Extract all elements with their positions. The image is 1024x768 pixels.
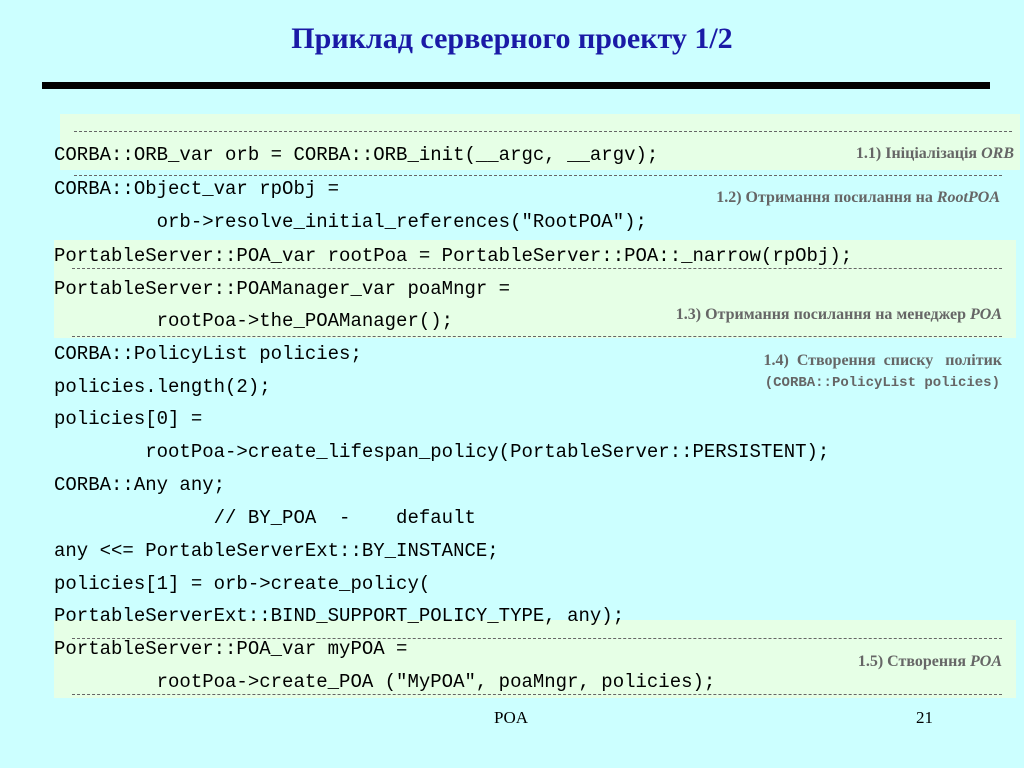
- code-line: CORBA::PolicyList policies;: [54, 343, 362, 365]
- annotation-emphasis: ORB: [981, 145, 1014, 162]
- code-line: any <<= PortableServerExt::BY_INSTANCE;: [54, 540, 499, 562]
- code-line: PortableServer::POA_var rootPoa = PortableServer::POA::_narrow(rpObj);: [54, 245, 853, 267]
- code-line: rootPoa->create_POA ("MyPOA", poaMngr, policies);: [54, 671, 716, 693]
- code-line: CORBA::Any any;: [54, 474, 226, 496]
- annotation-text: 1.1) Ініціалізація: [855, 145, 982, 162]
- annotation-emphasis: POA: [970, 306, 1002, 323]
- separator: [72, 336, 1002, 337]
- annotation-orb-init: [856, 145, 1014, 163]
- separator: [74, 175, 1002, 176]
- slide-title: Приклад серверного проекту 1/2: [291, 22, 733, 55]
- annotation-emphasis: RootPOA: [936, 189, 1000, 206]
- code-line: policies.length(2);: [54, 376, 271, 398]
- code-line: PortableServer::POAManager_var poaMngr =: [54, 278, 511, 300]
- code-line: policies[0] =: [54, 408, 203, 430]
- title-divider: [42, 82, 990, 89]
- code-line: policies[1] = orb->create_policy(: [54, 573, 431, 595]
- separator: [72, 268, 1002, 269]
- code-line: // BY_POA - default: [54, 507, 476, 529]
- code-line: CORBA::ORB_var orb = CORBA::ORB_init(__argc, __argv);: [54, 144, 659, 166]
- code-line: CORBA::Object_var rpObj =: [54, 178, 340, 200]
- code-line: rootPoa->the_POAManager();: [54, 310, 454, 332]
- annotation-emphasis: POA: [970, 653, 1002, 670]
- code-line: orb->resolve_initial_references("RootPOA");: [54, 211, 647, 233]
- annotation-text: 1.2) Отримання посилання на: [716, 189, 937, 206]
- code-line: rootPoa->create_lifespan_policy(PortableServer::PERSISTENT);: [54, 441, 830, 463]
- page-number: 21: [916, 708, 933, 727]
- annotation-text: 1.5) Створення: [857, 653, 970, 670]
- separator: [74, 131, 1012, 132]
- annotation-create-poa: [858, 653, 1002, 671]
- annotation-text: 1.3) Отримання посилання на менеджер: [675, 306, 970, 323]
- footer-label: POA: [494, 708, 529, 727]
- annotation-rootpoa-ref: [716, 189, 1000, 207]
- annotation-policy-list: 1.4) Створення списку політик: [763, 352, 1002, 369]
- separator: [72, 694, 1002, 695]
- annotation-policy-list-code: (CORBA::PolicyList policies): [764, 375, 1000, 391]
- code-line: PortableServer::POA_var myPOA =: [54, 638, 408, 660]
- annotation-poa-manager: [676, 306, 1002, 324]
- code-line: PortableServerExt::BIND_SUPPORT_POLICY_TYPE, any);: [54, 605, 625, 627]
